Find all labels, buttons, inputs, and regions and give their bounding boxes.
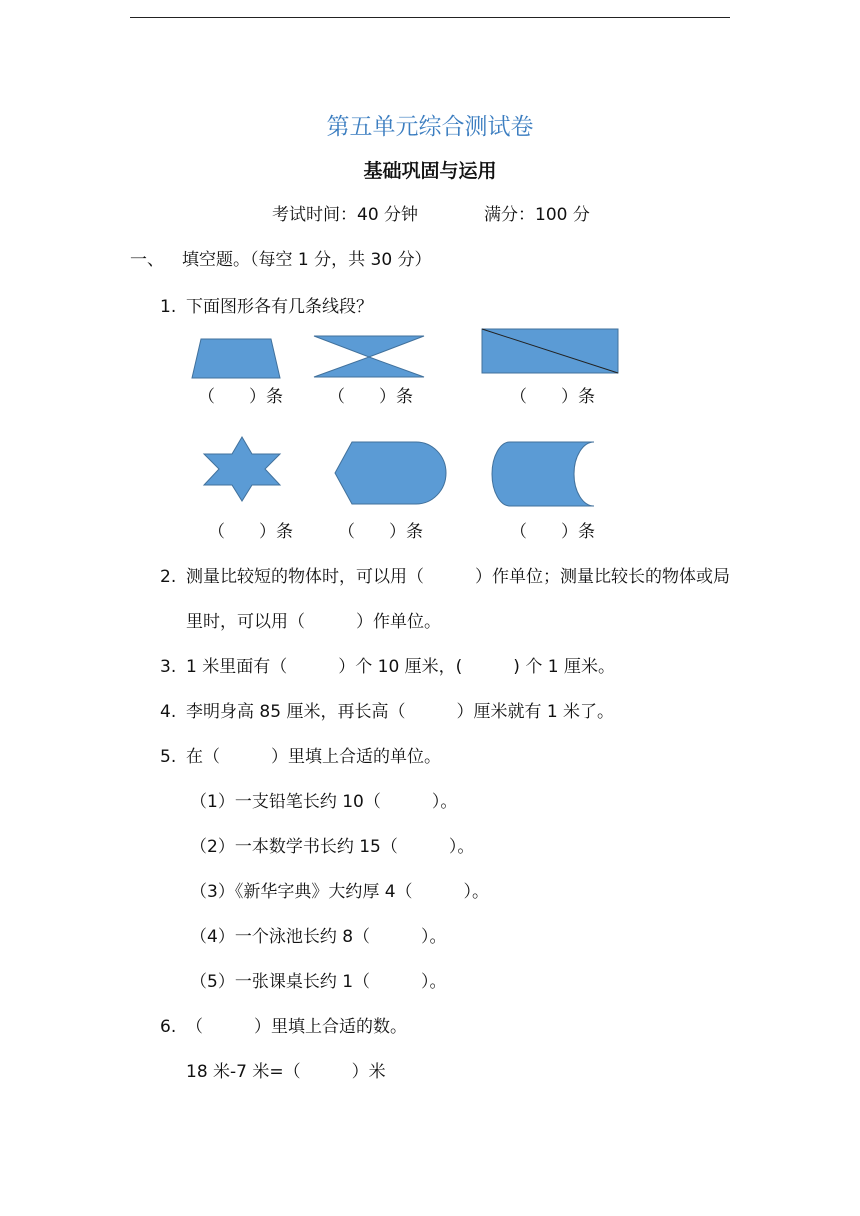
arrow-rounded-shape [332,440,448,506]
q5-text: 在（ ）里填上合适的单位。 [186,747,441,767]
q3-text: 1 米里面有（ ）个 10 厘米，( ) 个 1 厘米。 [186,657,615,677]
q1-answer-1: （ ）条 [198,387,283,407]
trapezoid-shape [190,338,282,380]
q2-number: 2. [160,567,177,587]
q5-item-5: （5）一张课桌长约 1（ ）。 [190,972,447,992]
header-rule [130,17,730,18]
q2-line-1: 测量比较短的物体时，可以用（ ）作单位；测量比较长的物体或局 [186,567,730,587]
section-number: 一、 [130,250,164,270]
q1-text: 下面图形各有几条线段？ [186,297,373,317]
bowtie-shape [312,335,426,379]
q1-answer-3: （ ）条 [510,387,595,407]
page-subtitle: 基础巩固与运用 [363,160,497,182]
q6-item: 18 米-7 米=（ ）米 [186,1062,386,1082]
full-score: 满分：100 分 [484,205,590,225]
q1-answer-4: （ ）条 [208,522,293,542]
q5-item-1: （1）一支铅笔长约 10（ ）。 [190,792,458,812]
exam-time: 考试时间：40 分钟 [272,205,419,225]
q5-item-3: （3）《新华字典》大约厚 4（ ）。 [190,882,490,902]
page-title: 第五单元综合测试卷 [326,114,534,140]
q5-item-2: （2）一本数学书长约 15（ ）。 [190,837,475,857]
star-shape [200,435,284,503]
q5-item-4: （4）一个泳池长约 8（ ）。 [190,927,447,947]
q1-answer-5: （ ）条 [338,522,423,542]
q1-answer-6: （ ）条 [510,522,595,542]
q3-number: 3. [160,657,177,677]
rectangle-diagonal-shape [481,328,621,376]
q4-number: 4. [160,702,177,722]
q6-number: 6. [160,1017,177,1037]
q6-text: （ ）里填上合适的数。 [186,1017,407,1037]
cylinder-shape [490,440,606,510]
q1-number: 1. [160,297,177,317]
q4-text: 李明身高 85 厘米，再长高（ ）厘米就有 1 米了。 [186,702,615,722]
q1-answer-2: （ ）条 [328,387,413,407]
section-title: 填空题。（每空 1 分，共 30 分） [182,250,432,270]
q5-number: 5. [160,747,177,767]
q2-line-2: 里时，可以用（ ）作单位。 [186,612,441,632]
